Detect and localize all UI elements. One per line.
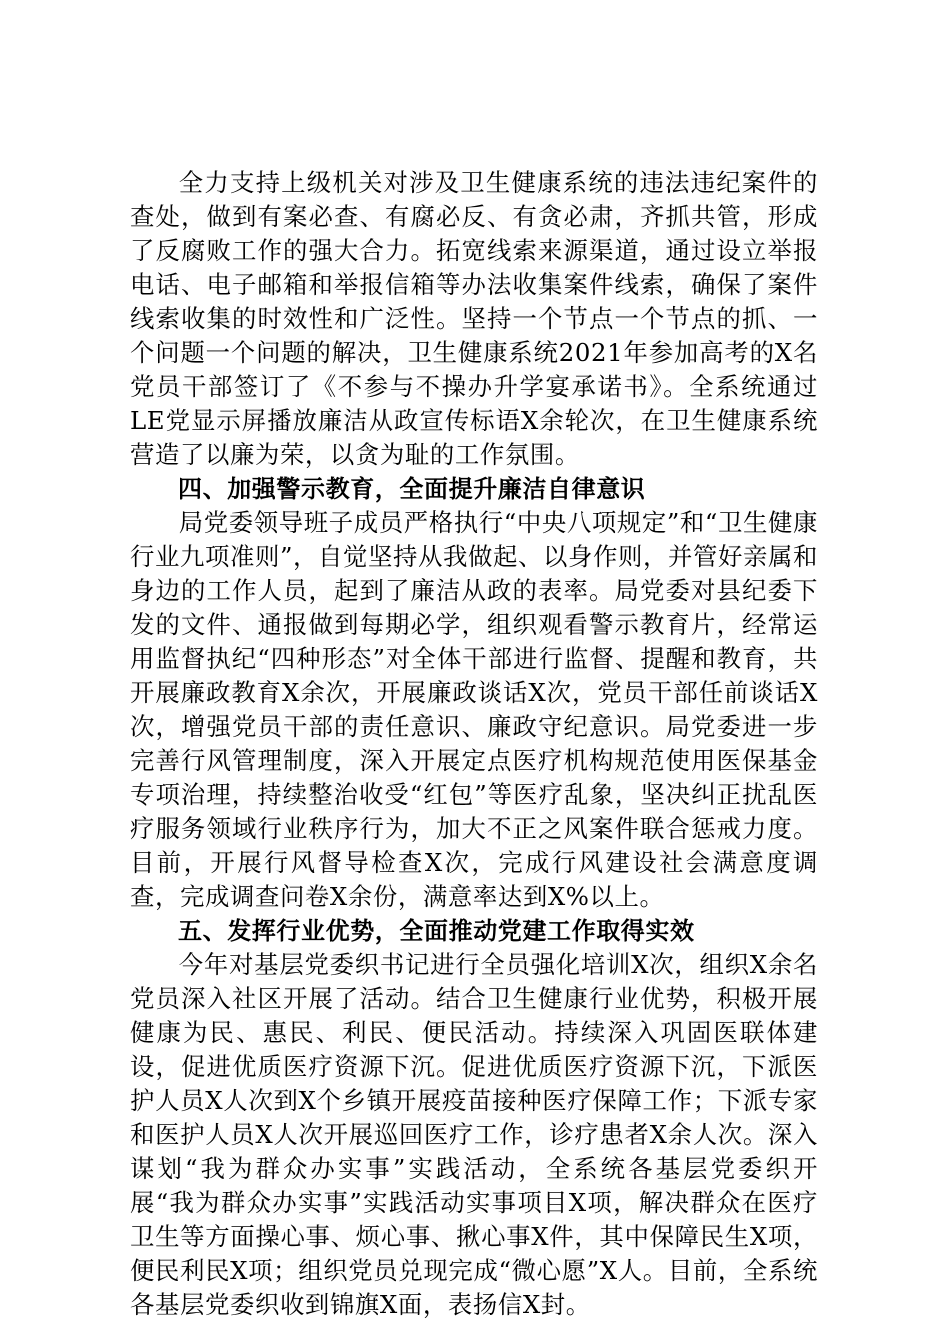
document-page — [130, 166, 818, 1322]
section-heading-5: 五、发挥行业优势，全面推动党建工作取得实效 — [178, 917, 695, 945]
section-heading-4: 四、加强警示教育，全面提升廉洁自律意识 — [178, 475, 646, 503]
body-paragraph-2: 局党委领导班子成员严格执行“中央八项规定”和“卫生健康行业九项准则”，自觉坚持从我做起、以身作则，并管好亲属和身边的工作人员，起到了廉洁从政的表率。局党委对县纪委下发的文件、通报做到每期必学，组织观看警示教育片，经常运用监督执纪“四种形态”对全体干部进行监督、提醒和教育，共开展廉政教育X余次，开展廉政谈话X次，党员干部任前谈话X次，增强党员干部的责任意识、廉政守纪意识。局党委进一步完善行风管理制度，深入开展定点医疗机构规范使用医保基金专项治理，持续整治收受“红包”等医疗乱象，坚决纠正扰乱医疗服务领域行业秩序行为，加大不正之风案件联合惩戒力度。目前，开展行风督导检查X次，完成行风建设社会满意度调查，完成调查问卷X余份，满意率达到X%以上。 — [130, 508, 818, 911]
body-paragraph-1: 全力支持上级机关对涉及卫生健康系统的违法违纪案件的查处，做到有案必查、有腐必反、有贪必肃，齐抓共管，形成了反腐败工作的强大合力。拓宽线索来源渠道，通过设立举报电话、电子邮箱和举报信箱等办法收集案件线索，确保了案件线索收集的时效性和广泛性。坚持一个节点一个节点的抓、一个问题一个问题的解决，卫生健康系统2021年参加高考的X名党员干部签订了《不参与不操办升学宴承诺书》。全系统通过LE党显示屏播放廉洁从政宣传标语X余轮次，在卫生健康系统营造了以廉为荣，以贪为耻的工作氛围。 — [130, 168, 818, 469]
body-paragraph-3: 今年对基层党委织书记进行全员强化培训X次，组织X余名党员深入社区开展了活动。结合卫生健康行业优势，积极开展健康为民、惠民、利民、便民活动。持续深入巩固医联体建设，促进优质医疗资源下沉。促进优质医疗资源下沉，下派医护人员X人次到X个乡镇开展疫苗接种医疗保障工作；下派专家和医护人员X人次开展巡回医疗工作，诊疗患者X余人次。深入谋划“我为群众办实事”实践活动，全系统各基层党委织开展“我为群众办实事”实践活动实事项目X项，解决群众在医疗卫生等方面操心事、烦心事、揪心事X件，其中保障民生X项，便民利民X项；组织党员兑现完成“微心愿”X人。目前，全系统各基层党委织收到锦旗X面，表扬信X封。 — [130, 950, 818, 1319]
